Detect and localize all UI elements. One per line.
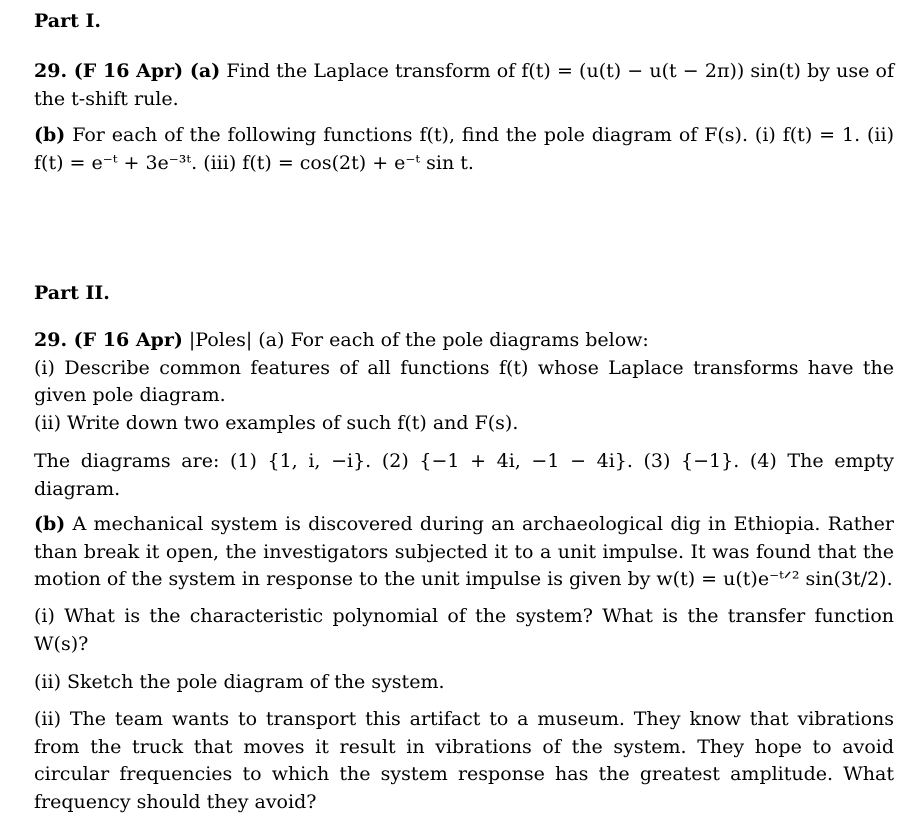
part-1-problem-a bbox=[34, 58, 894, 113]
sub-question-characteristic-polynomial: (i) What is the characteristic polynomial of the system? What is the transfer function W(s)? bbox=[34, 605, 894, 655]
problem-label: (b) bbox=[34, 124, 66, 146]
sub-question-pole-sketch: (ii) Sketch the pole diagram of the system. bbox=[34, 671, 445, 693]
part-2-problem-b bbox=[34, 511, 894, 594]
problem-text: |Poles| (a) For each of the pole diagrams below: bbox=[188, 329, 649, 351]
part-2-heading: Part II. bbox=[34, 282, 110, 304]
problem-intro bbox=[34, 327, 894, 355]
sub-question-transport: (ii) The team wants to transport this artifact to a museum. They know that vibrations from the truck that moves it result in vibrations of the system. They hope to avoid circular frequencies to which the system response has the greatest amplitude. What frequency should they avoid? bbox=[34, 708, 894, 813]
problem-text: Find the Laplace transform of f(t) = (u(t) − u(t − 2π)) sin(t) by use of the t-shift rule. bbox=[34, 60, 894, 110]
part-1-heading: Part I. bbox=[34, 10, 101, 32]
pole-diagrams-list: The diagrams are: (1) {1, i, −i}. (2) {−1 + 4i, −1 − 4i}. (3) {−1}. (4) The empty diagram. bbox=[34, 450, 894, 500]
sub-question-i: (i) Describe common features of all functions f(t) whose Laplace transforms have the given pole diagram. bbox=[34, 356, 894, 406]
problem-label: (b) bbox=[34, 513, 66, 535]
part-2-problem-a bbox=[34, 327, 894, 437]
sub-question-ii: (ii) Write down two examples of such f(t) and F(s). bbox=[34, 411, 519, 434]
problem-text: A mechanical system is discovered during an archaeological dig in Ethiopia. Rather than break it open, the investigators subjected it to a unit impulse. It was found that the motion of the system in response to the unit impulse is given by w(t) = u(t)e⁻ᵗᐟ² sin(3t/2). bbox=[34, 513, 894, 590]
problem-label: 29. (F 16 Apr) bbox=[34, 329, 183, 351]
problem-text: For each of the following functions f(t), find the pole diagram of F(s). (i) f(t) = 1. (ii) f(t) = e⁻ᵗ + 3e⁻³ᵗ. (iii) f(t) = cos(2t) + e⁻ᵗ sin t. bbox=[34, 124, 895, 174]
problem-label: 29. (F 16 Apr) (a) bbox=[34, 60, 221, 82]
part-1-problem-b bbox=[34, 122, 894, 177]
